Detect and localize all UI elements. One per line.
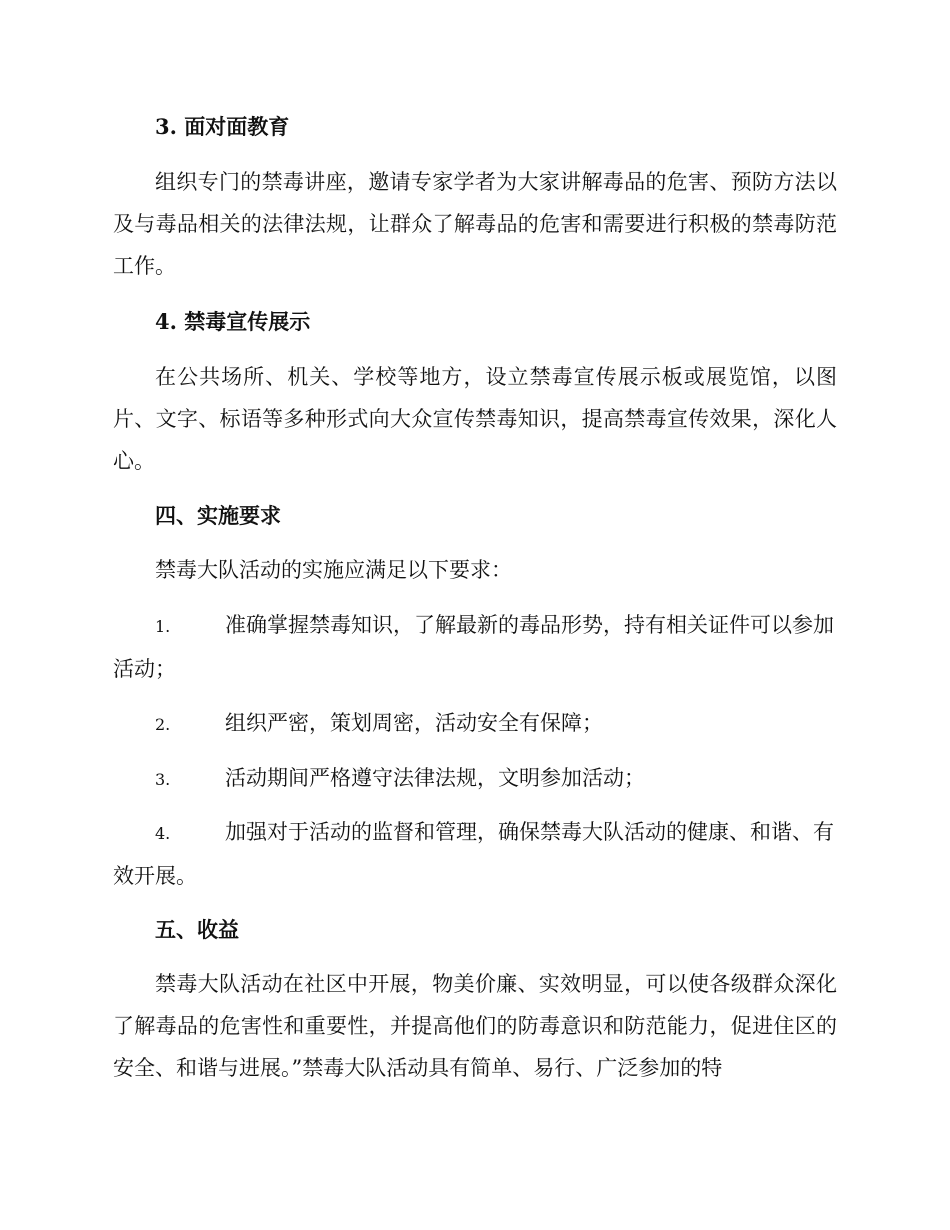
requirement-item bbox=[113, 811, 837, 897]
requirement-number: 3. bbox=[155, 770, 171, 789]
requirements-heading: 四、实施要求 bbox=[155, 503, 281, 528]
requirement-text: 加强对于活动的监督和管理，确保禁毒大队活动的健康、和谐、有效开展。 bbox=[113, 820, 834, 888]
requirement-number: 2. bbox=[155, 715, 171, 734]
requirement-text: 组织严密，策划周密，活动安全有保障； bbox=[225, 711, 603, 735]
section-3-paragraph: 组织专门的禁毒讲座，邀请专家学者为大家讲解毒品的危害、预防方法以及与毒品相关的法律法规，让群众了解毒品的危害和需要进行积极的禁毒防范工作。 bbox=[113, 170, 837, 278]
requirement-item bbox=[113, 604, 837, 690]
benefits-heading: 五、收益 bbox=[155, 917, 239, 942]
requirement-number: 4. bbox=[155, 824, 171, 843]
requirement-text: 准确掌握禁毒知识，了解最新的毒品形势，持有相关证件可以参加活动； bbox=[113, 613, 834, 681]
requirements-intro: 禁毒大队活动的实施应满足以下要求： bbox=[155, 558, 512, 582]
benefits-paragraph: 禁毒大队活动在社区中开展，物美价廉、实效明显，可以使各级群众深化了解毒品的危害性和重要性，并提高他们的防毒意识和防范能力，促进住区的安全、和谐与进展。”禁毒大队活动具有简单、易行、广泛参加的特 bbox=[113, 972, 837, 1080]
requirement-number: 1. bbox=[155, 617, 171, 636]
section-3-heading: 3. 面对面教育 bbox=[155, 114, 290, 139]
requirement-item bbox=[113, 702, 837, 746]
requirement-text: 活动期间严格遵守法律法规，文明参加活动； bbox=[225, 766, 645, 790]
requirement-item bbox=[113, 757, 837, 801]
section-4-heading: 4. 禁毒宣传展示 bbox=[155, 309, 311, 334]
section-4-paragraph: 在公共场所、机关、学校等地方，设立禁毒宣传展示板或展览馆，以图片、文字、标语等多种形式向大众宣传禁毒知识，提高禁毒宣传效果，深化人心。 bbox=[113, 365, 837, 473]
